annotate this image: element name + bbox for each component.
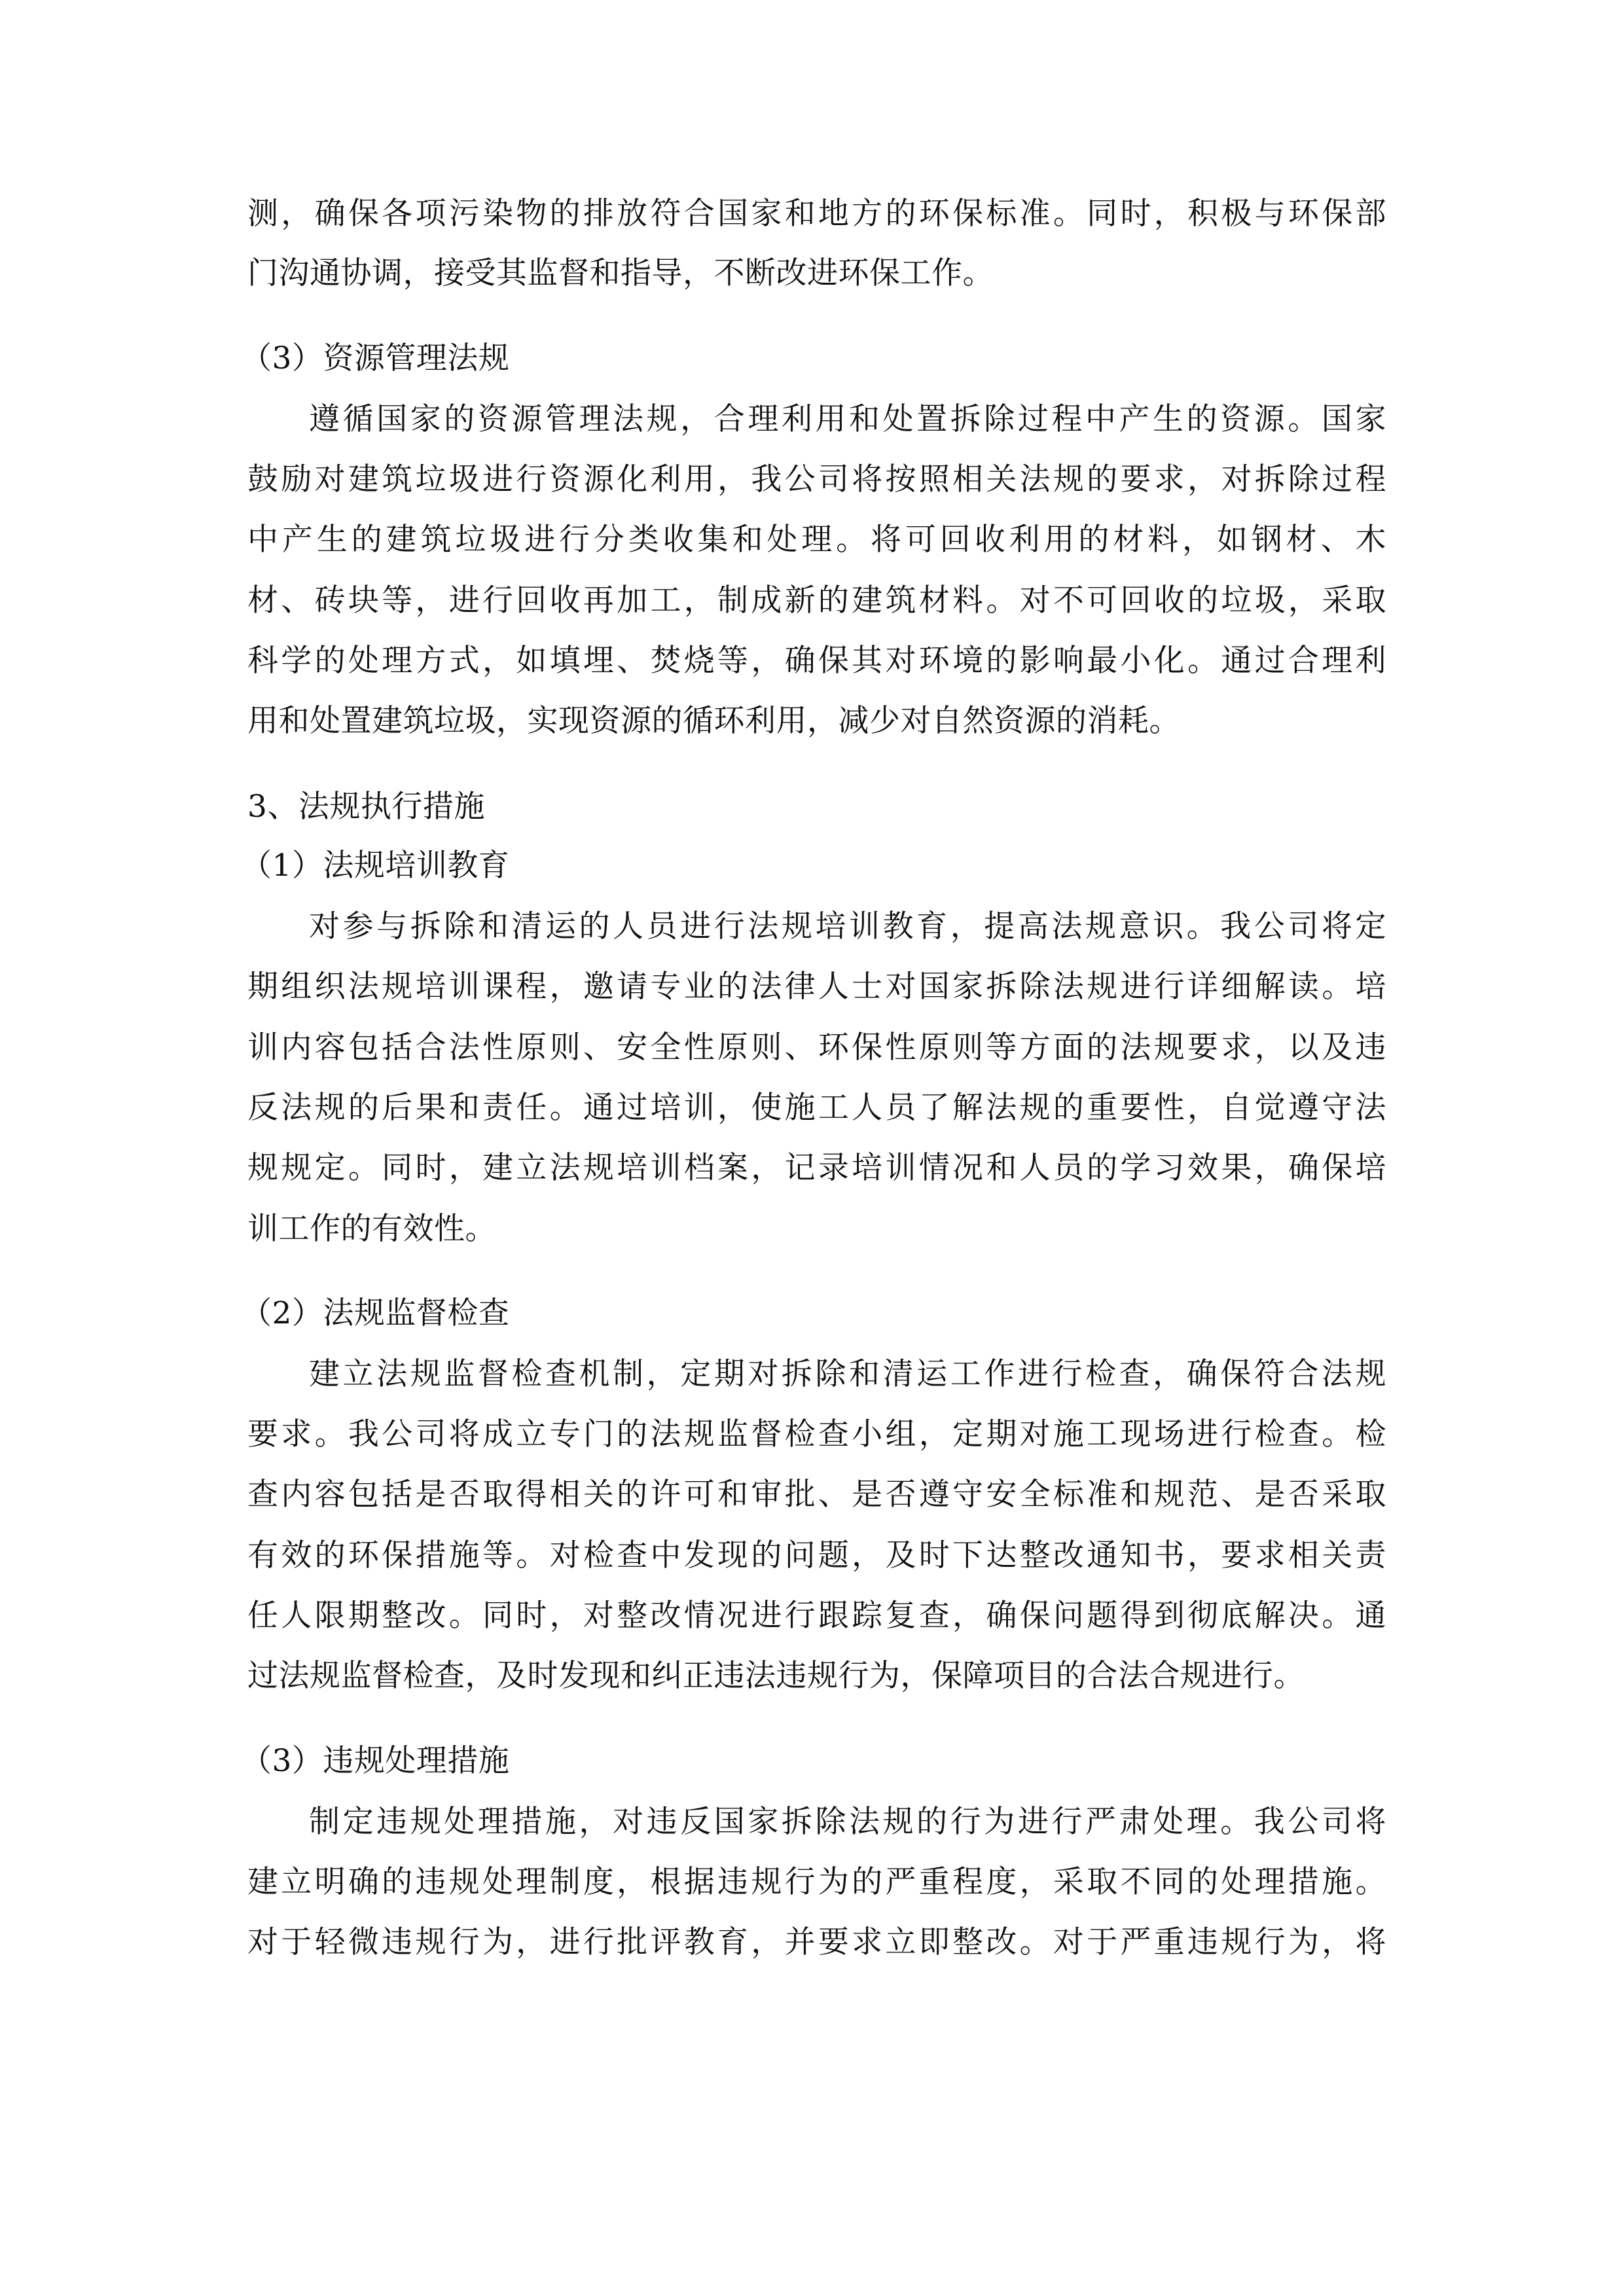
paragraph-line: 用和处置建筑垃圾，实现资源的循环利用，减少对自然资源的消耗。 [247,703,1180,739]
paragraph-line: 科学的处理方式，如填埋、焚烧等，确保其对环境的影响最小化。通过合理利 [247,643,1386,679]
paragraph-line: 中产生的建筑垃圾进行分类收集和处理。将可回收利用的材料，如钢材、木 [247,522,1386,558]
paragraph-line: 任人限期整改。同时，对整改情况进行跟踪复查，确保问题得到彻底解决。通 [247,1598,1386,1634]
paragraph-line: 对于轻微违规行为，进行批评教育，并要求立即整改。对于严重违规行为，将 [247,1924,1386,1960]
paragraph-line: 测，确保各项污染物的排放符合国家和地方的环保标准。同时，积极与环保部 [247,196,1386,232]
paragraph-line: 训内容包括合法性原则、安全性原则、环保性原则等方面的法规要求，以及违 [247,1030,1386,1066]
paragraph-line: 制定违规处理措施，对违反国家拆除法规的行为进行严肃处理。我公司将 [309,1804,1386,1840]
paragraph-line: 遵循国家的资源管理法规，合理利用和处置拆除过程中产生的资源。国家 [309,401,1386,437]
paragraph-line: 要求。我公司将成立专门的法规监督检查小组，定期对施工现场进行检查。检 [247,1416,1386,1452]
subheading-regulation-training: （1）法规培训教育 [241,848,510,884]
paragraph-line: 对参与拆除和清运的人员进行法规培训教育，提高法规意识。我公司将定 [309,908,1386,944]
paragraph-line: 建立法规监督检查机制，定期对拆除和清运工作进行检查，确保符合法规 [309,1356,1386,1392]
section-heading-regulation-enforcement: 3、法规执行措施 [247,789,485,825]
paragraph-line: 查内容包括是否取得相关的许可和审批、是否遵守安全标准和规范、是否采取 [247,1477,1386,1513]
paragraph-line: 有效的环保措施等。对检查中发现的问题，及时下达整改通知书，要求相关责 [247,1537,1386,1573]
subheading-violation-handling: （3）违规处理措施 [241,1743,510,1779]
paragraph-line: 训工作的有效性。 [247,1211,496,1247]
paragraph-line: 过法规监督检查，及时发现和纠正违法违规行为，保障项目的合法合规进行。 [247,1658,1305,1694]
paragraph-line: 门沟通协调，接受其监督和指导，不断改进环保工作。 [247,255,994,291]
subheading-resource-management: （3）资源管理法规 [241,340,510,376]
subheading-regulation-supervision: （2）法规监督检查 [241,1295,510,1331]
paragraph-line: 鼓励对建筑垃圾进行资源化利用，我公司将按照相关法规的要求，对拆除过程 [247,461,1386,497]
paragraph-line: 反法规的后果和责任。通过培训，使施工人员了解法规的重要性，自觉遵守法 [247,1090,1386,1126]
paragraph-line: 期组织法规培训课程，邀请专业的法律人士对国家拆除法规进行详细解读。培 [247,969,1386,1005]
paragraph-line: 材、砖块等，进行回收再加工，制成新的建筑材料。对不可回收的垃圾，采取 [247,583,1386,619]
paragraph-line: 规规定。同时，建立法规培训档案，记录培训情况和人员的学习效果，确保培 [247,1150,1386,1186]
paragraph-line: 建立明确的违规处理制度，根据违规行为的严重程度，采取不同的处理措施。 [247,1864,1386,1900]
